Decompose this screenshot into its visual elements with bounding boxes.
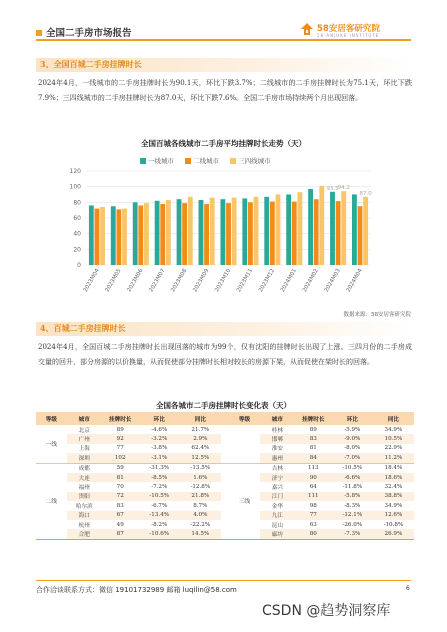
bar-3-2023M08 [188, 197, 193, 265]
bar-3-2023M11 [254, 197, 259, 265]
bar-1-2023M08 [177, 199, 182, 265]
left-city-cell: 贵阳 [67, 492, 102, 501]
right-city-cell: 邯郸 [260, 434, 295, 443]
right-city-cell: 廊坊 [260, 529, 295, 539]
right-city-cell: 嘉兴 [271, 485, 283, 492]
right-yoy-cell: 34.9% [384, 502, 403, 509]
logo-icon [300, 22, 314, 36]
bar-3-2024M03 [341, 191, 346, 265]
right-city-cell: 九江 [260, 511, 295, 520]
right-city-cell: 淮安 [271, 446, 283, 453]
left-yoy-cell: 62.4% [191, 445, 210, 452]
left-city-cell: 合肥 [67, 529, 102, 539]
bar-1-2024M04 [352, 194, 357, 265]
x-tick-label: 2023M10 [214, 268, 233, 294]
table-gap [221, 520, 229, 529]
legend-label-tier3: 三四线城市 [238, 157, 271, 165]
bar-2-2023M04 [95, 209, 100, 265]
left-mom-cell: -31.3% [139, 463, 180, 473]
bar-2-2023M07 [160, 204, 165, 265]
left-duration-cell: 59 [102, 463, 139, 473]
right-yoy-cell: 22.9% [384, 445, 403, 452]
right-mom-cell: -9.0% [332, 434, 373, 443]
y-tick-label: 0 [77, 262, 81, 269]
y-tick-label: 40 [73, 230, 81, 238]
table-row [36, 425, 414, 434]
left-tier-cell: 二线 [36, 463, 67, 539]
right-mom-cell: -8.0% [344, 445, 361, 452]
legend-item-tier2 [185, 156, 219, 165]
right-duration-cell: 113 [295, 463, 332, 473]
left-city-cell: 广州 [67, 434, 102, 443]
bar-1-2023M12 [264, 197, 269, 265]
report-title: 全国二手房市场报告 [46, 28, 132, 39]
right-duration-cell: 64 [309, 484, 317, 491]
table-gap [221, 511, 229, 520]
x-tick-label: 2024M02 [301, 268, 320, 294]
right-duration-cell: 84 [295, 453, 332, 463]
city-listing-table [36, 412, 414, 540]
right-duration-cell: 77 [295, 511, 332, 520]
table-row [36, 463, 414, 473]
left-city-cell: 大连 [67, 473, 102, 482]
right-city-cell: 金华 [271, 503, 283, 510]
left-mom-cell: -3.1% [139, 453, 180, 463]
left-city-cell: 成都 [67, 463, 102, 473]
left-city-cell: 哈尔滨 [75, 503, 93, 510]
left-city-cell: 杭州 [78, 522, 90, 529]
bar-1-2024M03 [330, 192, 335, 265]
logo-text: 58安居客研究院 [317, 24, 380, 34]
y-tick-label: 100 [69, 183, 81, 191]
footer-contact: 合作洽谈联系方式：微信 19101732989 邮箱 luqilin@58.com [36, 586, 237, 594]
right-mom-cell: -8.3% [344, 502, 361, 509]
watermark: CSDN @趋势洞察库 [262, 603, 391, 619]
bar-2-2023M09 [204, 204, 209, 265]
right-duration-cell: 80 [295, 529, 332, 539]
right-yoy-cell: -10.8% [383, 521, 404, 528]
chart-legend [140, 156, 280, 165]
left-city-cell: 北京 [78, 427, 90, 434]
table-gap [221, 473, 229, 482]
bar-2-2023M06 [138, 205, 143, 265]
col-header-duration: 挂牌时长 [102, 412, 139, 425]
right-duration-cell: 83 [295, 434, 332, 443]
header-accent-mark [36, 30, 42, 36]
x-tick-label: 2023M07 [148, 268, 167, 294]
table-row [36, 511, 414, 520]
x-tick-label: 2023M11 [236, 268, 255, 294]
x-tick-label: 2023M09 [192, 268, 211, 294]
bar-1-2023M10 [220, 199, 225, 265]
left-duration-cell: 67 [102, 511, 139, 520]
right-city-cell: 桂林 [271, 427, 283, 434]
table-gap [221, 453, 229, 463]
col-header-city: 城市 [67, 412, 102, 425]
table-gap [221, 501, 229, 510]
left-mom-cell: -13.4% [139, 511, 180, 520]
right-mom-cell: -6.6% [332, 473, 373, 482]
table-row [36, 473, 414, 482]
right-tier-cell [229, 425, 260, 463]
table-gap [221, 425, 229, 434]
left-tier-cell: 一线 [36, 425, 67, 463]
table-row [36, 529, 414, 539]
left-city-cell: 深圳 [67, 453, 102, 463]
left-yoy-cell: 8.7% [193, 502, 208, 509]
table-gap [221, 434, 229, 443]
table-row [36, 520, 414, 529]
left-yoy-cell: 4.0% [180, 511, 221, 520]
left-duration-cell: 72 [102, 492, 139, 501]
right-mom-cell: -26.0% [342, 521, 363, 528]
bar-1-2024M02 [308, 189, 313, 265]
bar-3-2024M02 [319, 186, 324, 265]
left-mom-cell: -10.5% [139, 492, 180, 501]
left-duration-cell: 102 [102, 453, 139, 463]
section-3-heading [36, 58, 411, 72]
left-duration-cell: 92 [102, 434, 139, 443]
right-yoy-cell: 38.8% [373, 492, 414, 501]
left-mom-cell: -10.6% [139, 529, 180, 539]
table-gap [221, 444, 229, 453]
right-city-cell: 昆山 [271, 522, 283, 529]
bar-3-2023M07 [166, 200, 171, 265]
bar-2-2023M10 [226, 203, 231, 265]
bar-3-2023M09 [210, 198, 215, 265]
bar-2-2023M12 [270, 202, 275, 265]
chart-title: 全国百城各线城市二手房平均挂牌时长走势（天） [141, 139, 306, 148]
col-header-mom-right: 环比 [332, 412, 373, 425]
left-duration-cell: 70 [116, 484, 124, 491]
left-yoy-cell: 21.7% [191, 426, 210, 433]
right-yoy-cell: 11.2% [373, 453, 414, 463]
table-row [36, 501, 414, 510]
x-tick-label: 2024M03 [323, 268, 342, 294]
left-yoy-cell: -13.5% [180, 463, 221, 473]
left-duration-cell: 77 [116, 445, 124, 452]
table-gap [221, 482, 229, 491]
left-mom-cell: -4.6% [151, 426, 168, 433]
col-gap [221, 412, 229, 425]
table-header-row [36, 412, 414, 425]
left-mom-cell: -3.8% [151, 445, 168, 452]
bar-1-2023M09 [199, 200, 204, 265]
left-duration-cell: 81 [102, 473, 139, 482]
right-city-cell: 济宁 [260, 473, 295, 482]
footer-rule [36, 580, 411, 581]
right-mom-cell: -5.8% [332, 492, 373, 501]
section-3-heading-text: 3、全国百城二手房挂牌时长 [40, 59, 142, 69]
left-yoy-cell: 14.5% [180, 529, 221, 539]
section-4-paragraph: 2024年4月，全国百城二手房挂牌时长出现回落的城市为99个，仅有沈阳的挂牌时长出现了上涨。三四月份的二手房成交量的回升，部分房源的以价换量，从而促使部分挂牌时长相对较长的房源下架，从而促使在架时长的回落。 [38, 343, 412, 366]
col-header-duration-right: 挂牌时长 [295, 412, 332, 425]
logo-subtext: 58 ANJUKE INSTITUTE [317, 33, 380, 38]
left-duration-cell: 83 [116, 502, 124, 509]
table-row [36, 453, 414, 463]
left-city-cell: 上海 [78, 446, 90, 453]
right-mom-cell: -7.0% [332, 453, 373, 463]
left-yoy-cell: 1.6% [180, 473, 221, 482]
bar-3-2024M01 [297, 192, 302, 265]
col-header-yoy-right: 同比 [373, 412, 414, 425]
listing-duration-chart [36, 165, 411, 305]
left-mom-cell: -3.2% [139, 434, 180, 443]
left-mom-cell: -8.2% [151, 521, 168, 528]
right-yoy-cell: 18.4% [373, 463, 414, 473]
section-4-heading [36, 322, 411, 336]
right-yoy-cell: 34.9% [384, 426, 403, 433]
bar-1-2023M07 [155, 201, 160, 265]
legend-label-tier1: 一线城市 [148, 157, 174, 165]
bar-2-2024M01 [292, 202, 297, 265]
left-yoy-cell: 21.8% [180, 492, 221, 501]
col-header-yoy: 同比 [180, 412, 221, 425]
y-tick-label: 80 [73, 199, 81, 207]
legend-item-tier3 [230, 156, 271, 165]
bar-3-2023M06 [144, 203, 149, 265]
y-tick-label: 60 [73, 215, 81, 222]
left-mom-cell: -7.2% [151, 484, 168, 491]
col-header-tier-right: 等级 [229, 412, 260, 425]
bar-2-2024M03 [336, 201, 341, 265]
left-duration-cell: 87 [102, 529, 139, 539]
bar-1-2023M06 [133, 202, 138, 265]
x-tick-label: 2023M08 [170, 268, 189, 294]
right-yoy-cell: 10.5% [373, 434, 414, 443]
col-header-city-right: 城市 [260, 412, 295, 425]
bar-2-2024M04 [358, 206, 363, 265]
legend-label-tier2: 二线城市 [193, 157, 220, 165]
bar-1-2023M04 [89, 205, 94, 265]
left-yoy-cell: -12.8% [190, 484, 211, 491]
right-duration-cell: 89 [309, 426, 317, 433]
right-mom-cell: -12.1% [332, 511, 373, 520]
table-gap [221, 529, 229, 539]
right-city-cell: 江门 [260, 492, 295, 501]
y-tick-label: 20 [73, 246, 81, 254]
col-header-mom: 环比 [139, 412, 180, 425]
x-tick-label: 2024M04 [345, 268, 364, 294]
left-mom-cell: -8.5% [139, 473, 180, 482]
right-yoy-cell: 12.6% [373, 511, 414, 520]
bar-2-2023M05 [116, 209, 121, 265]
right-yoy-cell: 18.6% [373, 473, 414, 482]
section-4-heading-text: 4、百城二手房挂牌时长 [40, 323, 126, 333]
right-yoy-cell: 26.9% [373, 529, 414, 539]
bar-1-2023M11 [242, 198, 247, 265]
chart-source: 数据来源：58安居客研究院 [343, 312, 411, 318]
data-label: 87.0 [359, 190, 372, 197]
bar-3-2023M10 [232, 198, 237, 265]
table-title: 全国各城市二手房挂牌时长变化表（天） [156, 401, 291, 410]
left-duration-cell: 49 [116, 521, 124, 528]
bar-2-2023M11 [248, 202, 253, 265]
x-tick-label: 2023M04 [82, 268, 101, 294]
section-3-paragraph: 2024年4月，一线城市的二手房挂牌时长为90.1天，环比下跌3.7%；二线城市的二手房挂牌时长为75.1天，环比下跌7.9%；三四线城市的二手房挂牌时长为87.0天，环比下跌7.6%。全国二手房市场持续两个月出现回落。 [38, 79, 412, 102]
page-header [0, 0, 447, 52]
right-duration-cell: 90 [295, 473, 332, 482]
header-rule [36, 39, 411, 41]
data-label: 94.2 [337, 185, 350, 192]
right-mom-cell: -10.5% [332, 463, 373, 473]
left-yoy-cell: -22.2% [190, 521, 211, 528]
data-label: 93.5 [326, 185, 339, 192]
right-duration-cell: 98 [309, 502, 317, 509]
x-tick-label: 2023M06 [126, 268, 145, 294]
right-yoy-cell: 32.4% [384, 484, 403, 491]
bar-3-2023M05 [122, 209, 127, 265]
left-city-cell: 海口 [67, 511, 102, 520]
left-yoy-cell: 2.9% [180, 434, 221, 443]
right-mom-cell: -5.9% [344, 426, 361, 433]
right-tier-cell: 三线 [229, 463, 260, 539]
left-mom-cell: -6.7% [151, 502, 168, 509]
table-gap [221, 463, 229, 473]
bar-3-2024M04 [363, 197, 368, 265]
x-tick-label: 2024M01 [279, 268, 299, 294]
table-row [36, 444, 414, 453]
left-duration-cell: 89 [116, 426, 124, 433]
legend-item-tier1 [140, 156, 174, 165]
right-mom-cell: -7.3% [332, 529, 373, 539]
table-row [36, 492, 414, 501]
left-yoy-cell: 12.5% [180, 453, 221, 463]
table-gap [221, 492, 229, 501]
right-mom-cell: -11.8% [342, 484, 363, 491]
logo [300, 22, 412, 40]
right-duration-cell: 63 [309, 521, 317, 528]
bar-2-2024M02 [314, 199, 319, 265]
bar-3-2023M12 [276, 195, 281, 266]
right-city-cell: 吉林 [260, 463, 295, 473]
table-row [36, 434, 414, 443]
page-number: 6 [406, 585, 410, 592]
right-city-cell: 惠州 [260, 453, 295, 463]
bar-2-2023M08 [182, 203, 187, 265]
left-city-cell: 福州 [78, 485, 90, 492]
y-tick-label: 120 [69, 168, 81, 175]
bar-1-2024M01 [286, 195, 291, 266]
right-duration-cell: 81 [309, 445, 317, 452]
right-duration-cell: 111 [295, 492, 332, 501]
bar-1-2023M05 [111, 206, 116, 265]
table-row [36, 482, 414, 491]
col-header-tier: 等级 [36, 412, 67, 425]
bar-3-2023M04 [100, 207, 105, 265]
x-tick-label: 2023M12 [258, 268, 277, 294]
x-tick-label: 2023M05 [104, 268, 123, 294]
